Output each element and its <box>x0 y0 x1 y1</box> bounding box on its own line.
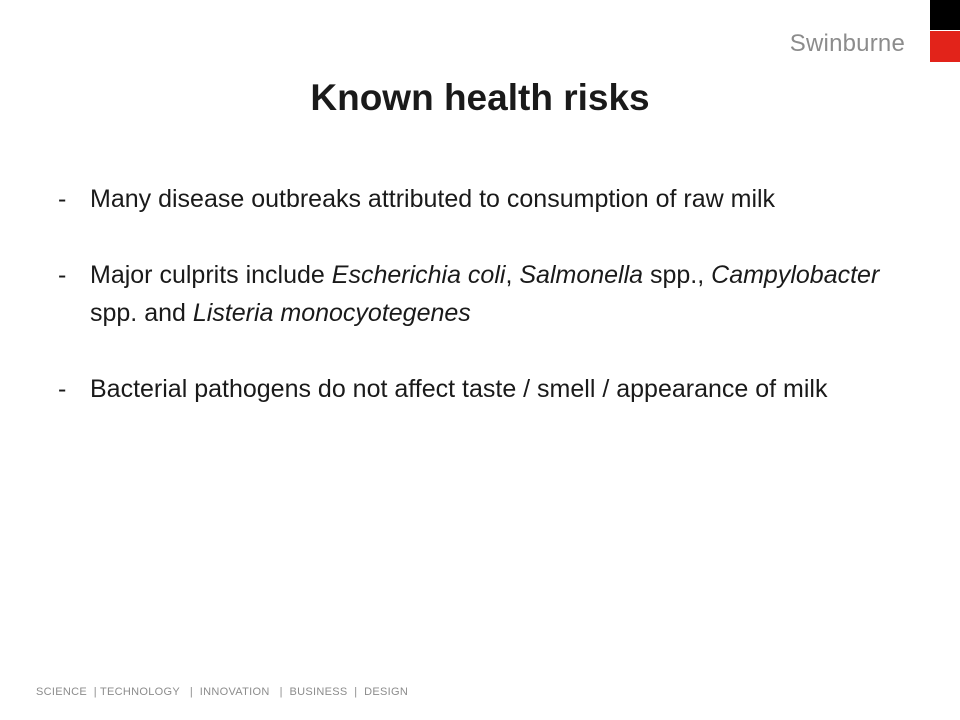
brand-black-block <box>930 0 960 30</box>
bullet-text <box>90 256 918 332</box>
bullet-marker: - <box>58 261 67 289</box>
text-run: Many disease outbreaks attributed to consumption of raw milk <box>90 185 776 213</box>
bullet-text <box>90 370 918 408</box>
brand-name: Swinburne <box>789 30 905 57</box>
text-run: , <box>505 261 520 289</box>
bullet-item <box>58 256 918 332</box>
bullet-marker: - <box>58 185 67 213</box>
bullet-item <box>58 180 918 218</box>
bullet-list <box>58 180 918 446</box>
brand-red-block <box>930 31 960 62</box>
footer-tagline: SCIENCE | TECHNOLOGY | INNOVATION | BUSINESS | DESIGN <box>36 686 409 698</box>
italic-text-run: Escherichia coli <box>331 261 506 289</box>
bullet-text <box>90 180 918 218</box>
italic-text-run: Salmonella <box>519 261 644 289</box>
text-run: spp. and <box>90 299 193 327</box>
bullet-marker: - <box>58 375 67 403</box>
text-run: Bacterial pathogens do not affect taste / smell / appearance of milk <box>90 375 828 403</box>
slide-title: Known health risks <box>310 77 650 118</box>
italic-text-run: Campylobacter <box>711 261 880 289</box>
bullet-item <box>58 370 918 408</box>
italic-text-run: Listeria monocyotegenes <box>192 299 471 327</box>
text-run: Major culprits include <box>90 261 332 289</box>
text-run: spp., <box>643 261 712 289</box>
